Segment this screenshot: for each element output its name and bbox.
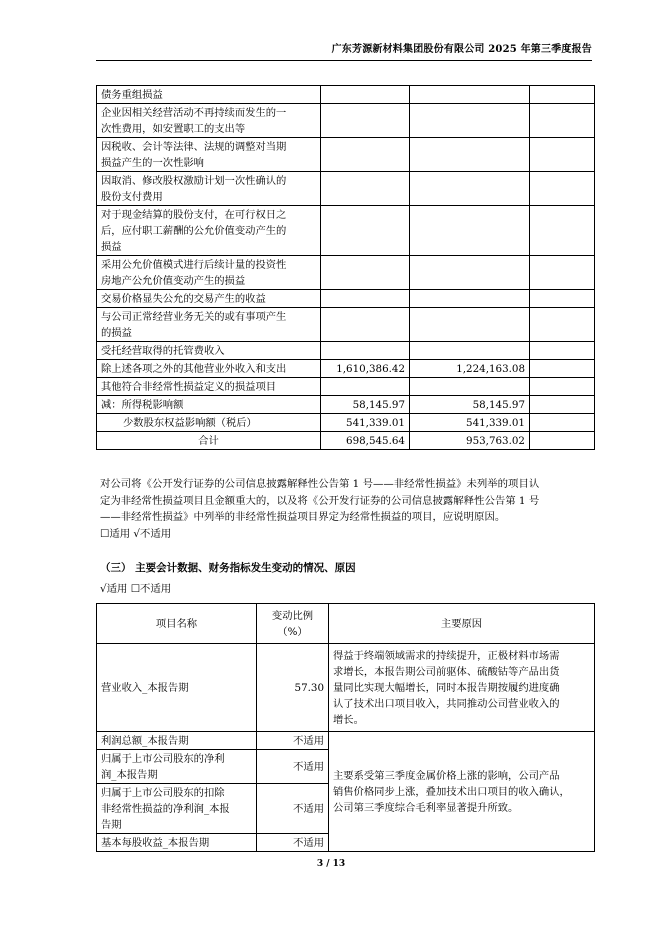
item-cell (97, 86, 321, 104)
table-row (97, 308, 595, 342)
ytd-amount-cell: 541,339.01 (410, 414, 530, 432)
cell-line: 利润总额_本报告期 (101, 734, 189, 747)
note-cell (530, 172, 595, 206)
cell-line: 债务重组损益 (101, 88, 163, 101)
current-amount-cell: 541,339.01 (321, 414, 410, 432)
page-header (96, 40, 592, 61)
cell-line: 量同比实现大幅增长，同时本报告期按履约进度确 (333, 681, 560, 694)
cell-line: 损益产生的一次性影响 (101, 156, 204, 169)
current-amount-cell (321, 104, 410, 138)
note-cell (530, 414, 595, 432)
cell-line: 除上述各项之外的其他营业外收入和支出 (101, 362, 287, 375)
paragraph-line: 定为非经常性损益项目且金额重大的，以及将《公开发行证券的公司信息披露解释性公告第 1 号 (100, 494, 540, 507)
key-data-change-table (96, 603, 595, 852)
cell-line: 交易价格显失公允的交易产生的收益 (101, 292, 266, 305)
note-cell (530, 104, 595, 138)
explanation-paragraph (100, 476, 592, 542)
paragraph-line: ——非经常性损益》中列举的非经常性损益项目界定为经常性损益的项目，应说明原因。 (100, 511, 506, 523)
ytd-amount-cell: 58,145.97 (410, 396, 530, 414)
table-row (97, 414, 595, 432)
cell-line: 求增长，本报告期公司前驱体、硫酸钴等产品出货 (333, 665, 560, 678)
table-row (97, 342, 595, 360)
note-cell (530, 138, 595, 172)
note-cell (530, 206, 595, 256)
item-cell (97, 256, 321, 290)
table-row (97, 138, 595, 172)
current-amount-cell: 58,145.97 (321, 396, 410, 414)
current-amount-cell (321, 256, 410, 290)
current-amount-cell (321, 290, 410, 308)
note-cell (530, 378, 595, 396)
item-cell (97, 378, 321, 396)
cell-line: 基本每股收益_本报告期 (101, 836, 210, 849)
item-cell (97, 308, 321, 342)
ytd-amount-cell (410, 172, 530, 206)
ytd-amount-cell: 1,224,163.08 (410, 360, 530, 378)
header-main-reason: 主要原因 (329, 604, 595, 644)
current-amount-cell: 1,610,386.42 (321, 360, 410, 378)
item-name-cell (97, 644, 257, 732)
item-name-cell (97, 750, 257, 784)
table-row (97, 644, 595, 732)
item-cell (97, 172, 321, 206)
cell-line: 认了技术出口项目收入，共同推动公司营业收入的 (333, 697, 560, 710)
ytd-amount-cell (410, 308, 530, 342)
table-row (97, 206, 595, 256)
header-item-name: 项目名称 (97, 604, 257, 644)
table-row (97, 256, 595, 290)
note-cell (530, 432, 595, 450)
change-ratio-cell: 57.30 (257, 644, 329, 732)
item-cell (97, 290, 321, 308)
ytd-amount-cell (410, 342, 530, 360)
item-cell (97, 432, 321, 450)
reason-cell (329, 732, 595, 852)
cell-line: 股份支付费用 (101, 190, 163, 203)
current-amount-cell (321, 308, 410, 342)
paragraph-line: 对公司将《公开发行证券的公司信息披露解释性公告第 1 号——非经常性损益》未列举的项目认 (100, 478, 540, 490)
item-cell (97, 206, 321, 256)
cell-line: 销售价格同步上涨，叠加技术出口项目的收入确认， (333, 785, 570, 798)
cell-line: 非经常性损益的净利润_本报 (101, 802, 230, 815)
table-row (97, 290, 595, 308)
cell-line: 与公司正常经营业务无关的或有事项产生 (101, 310, 287, 323)
item-name-cell (97, 784, 257, 834)
cell-line: 对于现金结算的股份支付，在可行权日之 (101, 208, 287, 221)
cell-line: 房地产公允价值变动产生的损益 (101, 274, 246, 287)
cell-line: 少数股东权益影响额（税后） (123, 416, 257, 429)
header-change-ratio: 变动比例 （%） (257, 604, 329, 644)
cell-line: 损益 (101, 240, 122, 253)
ytd-amount-cell (410, 138, 530, 172)
change-ratio-cell: 不适用 (257, 732, 329, 750)
cell-line: 润_本报告期 (101, 768, 158, 781)
note-cell (530, 86, 595, 104)
table-row (97, 432, 595, 450)
note-cell (530, 290, 595, 308)
current-amount-cell (321, 172, 410, 206)
cell-line: 采用公允价值模式进行后续计量的投资性 (101, 258, 287, 271)
item-cell (97, 104, 321, 138)
ytd-amount-cell (410, 206, 530, 256)
non-recurring-items-table (96, 85, 595, 450)
current-amount-cell (321, 378, 410, 396)
table-row (97, 396, 595, 414)
change-ratio-cell: 不适用 (257, 784, 329, 834)
table-row (97, 86, 595, 104)
current-amount-cell (321, 342, 410, 360)
cell-line: 告期 (101, 818, 122, 831)
change-ratio-cell: 不适用 (257, 750, 329, 784)
cell-line: 企业因相关经营活动不再持续而发生的一 (101, 106, 287, 119)
cell-line: 后，应付职工薪酬的公允价值变动产生的 (101, 224, 287, 237)
cell-line: 合计 (198, 434, 219, 447)
cell-line: 因税收、会计等法律、法规的调整对当期 (101, 140, 287, 153)
item-cell (97, 138, 321, 172)
table-row (97, 104, 595, 138)
cell-line: 受托经营取得的托管费收入 (101, 344, 225, 357)
ytd-amount-cell (410, 378, 530, 396)
section-title: （三） 主要会计数据、财务指标发生变动的情况、原因 (100, 562, 356, 574)
cell-line: 的损益 (101, 326, 132, 339)
cell-line: 营业收入_本报告期 (101, 681, 189, 694)
ytd-amount-cell (410, 256, 530, 290)
cell-line: 其他符合非经常性损益定义的损益项目 (101, 380, 277, 393)
current-amount-cell (321, 86, 410, 104)
note-cell (530, 308, 595, 342)
change-ratio-cell: 不适用 (257, 834, 329, 852)
current-amount-cell (321, 138, 410, 172)
cell-line: 增长。 (333, 713, 364, 726)
applicability-option: ☐适用 √不适用 (100, 527, 172, 540)
cell-line: 公司第三季度综合毛利率显著提升所致。 (333, 801, 519, 814)
table-row (97, 360, 595, 378)
ytd-amount-cell: 953,763.02 (410, 432, 530, 450)
cell-line: 因取消、修改股权激励计划一次性确认的 (101, 174, 287, 187)
table-row (97, 732, 595, 750)
current-amount-cell (321, 206, 410, 256)
ytd-amount-cell (410, 86, 530, 104)
item-cell (97, 360, 321, 378)
item-cell (97, 342, 321, 360)
note-cell (530, 360, 595, 378)
cell-line: 归属于上市公司股东的扣除 (101, 786, 225, 799)
item-cell (97, 414, 321, 432)
note-cell (530, 256, 595, 290)
cell-line: 主要系受第三季度金属价格上涨的影响，公司产品 (333, 769, 560, 782)
ytd-amount-cell (410, 104, 530, 138)
table-header-row (97, 604, 595, 644)
ytd-amount-cell (410, 290, 530, 308)
report-title: 广东芳源新材料集团股份有限公司 2025 年第三季度报告 (331, 44, 592, 55)
note-cell (530, 342, 595, 360)
table-row (97, 172, 595, 206)
cell-line: 次性费用，如安置职工的支出等 (101, 122, 246, 135)
item-name-cell (97, 732, 257, 750)
table-row (97, 378, 595, 396)
page-number: 3 / 13 (316, 859, 346, 869)
cell-line: 得益于终端领域需求的持续提升，正极材料市场需 (333, 649, 560, 662)
current-amount-cell: 698,545.64 (321, 432, 410, 450)
cell-line: 减：所得税影响额 (101, 398, 184, 411)
note-cell (530, 396, 595, 414)
item-name-cell (97, 834, 257, 852)
cell-line: 归属于上市公司股东的净利 (101, 752, 225, 765)
section-applicability-option: √适用 ☐不适用 (100, 583, 172, 595)
item-cell (97, 396, 321, 414)
reason-cell (329, 644, 595, 732)
